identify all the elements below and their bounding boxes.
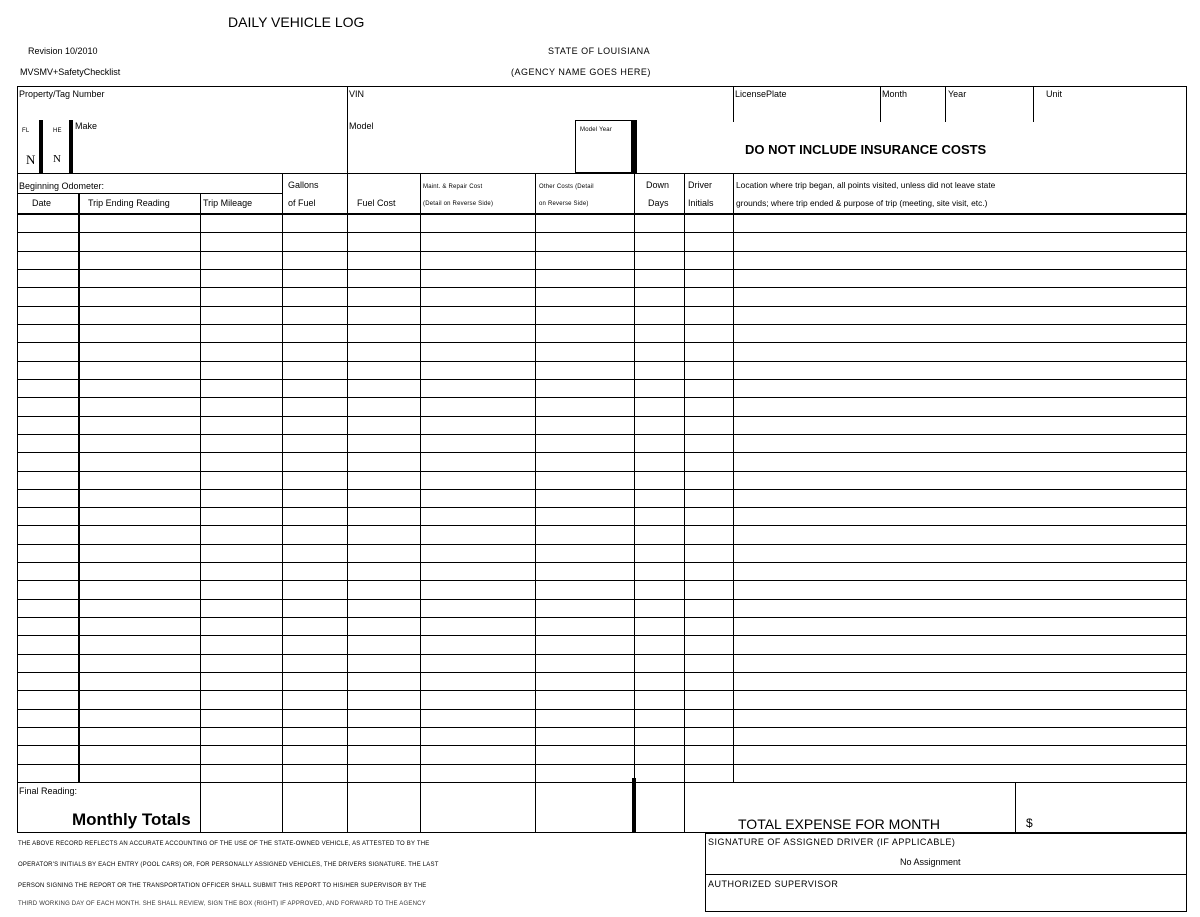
log-row-line: [17, 342, 1187, 343]
license-plate-label: LicensePlate: [735, 89, 787, 99]
log-row-line: [17, 306, 1187, 307]
log-row-line: [17, 617, 1187, 618]
log-row-line: [17, 251, 1187, 252]
vin-label: VIN: [349, 89, 365, 99]
he-label: HE: [53, 128, 62, 134]
maint-header-1: Maint. & Repair Cost: [423, 184, 483, 190]
trip-mileage-header: Trip Mileage: [203, 198, 253, 208]
log-row-line: [17, 416, 1187, 417]
log-row-line: [17, 324, 1187, 325]
month-label: Month: [882, 89, 908, 99]
log-row-line: [17, 232, 1187, 233]
log-row-line: [17, 489, 1187, 490]
beginning-odometer-label: Beginning Odometer:: [19, 181, 105, 191]
log-row-line: [17, 434, 1187, 435]
log-row-line: [17, 727, 1187, 728]
log-row-line: [17, 690, 1187, 691]
log-row-line: [17, 599, 1187, 600]
log-row-line: [17, 287, 1187, 288]
cert-line-1: THE ABOVE RECORD REFLECTS AN ACCURATE ACCOUNTING OF THE USE OF THE STATE-OWNED VEHICLE, AS ATTESTED TO BY THE: [18, 841, 430, 847]
cert-line-2: OPERATOR'S INITIALS BY EACH ENTRY (POOL CARS) OR, FOR PERSONALLY ASSIGNED VEHICLES, THE DRIVERS SIGNATURE. THE LAST: [18, 862, 439, 868]
form-title: DAILY VEHICLE LOG: [228, 14, 365, 30]
log-row-line: [17, 507, 1187, 508]
date-header: Date: [32, 198, 52, 208]
log-row-line: [17, 562, 1187, 563]
supervisor-label: AUTHORIZED SUPERVISOR: [708, 879, 839, 889]
gallons-header-2: of Fuel: [288, 198, 316, 208]
fl-label: FL: [22, 128, 30, 134]
fl-value[interactable]: N: [26, 152, 36, 167]
log-row-line: [17, 654, 1187, 655]
gallons-header-1: Gallons: [288, 180, 319, 190]
log-row-line: [17, 764, 1187, 765]
log-row-line: [17, 397, 1187, 398]
dollar-sign: $: [1026, 816, 1033, 830]
cert-line-4: THIRD WORKING DAY OF EACH MONTH. SHE SHALL REVIEW, SIGN THE BOX (RIGHT) IF APPROVED, AND FORWARD TO THE AGENCY: [18, 901, 426, 907]
final-reading-label: Final Reading:: [19, 786, 78, 796]
location-header-2: grounds; where trip ended & purpose of trip (meeting, site visit, etc.): [736, 198, 988, 208]
down-header-2: Days: [648, 198, 669, 208]
agency-name: (AGENCY NAME GOES HERE): [511, 67, 651, 77]
log-row-line: [17, 580, 1187, 581]
driver-header-2: Initials: [688, 198, 714, 208]
year-label: Year: [948, 89, 967, 99]
no-assignment-text: No Assignment: [900, 857, 961, 867]
log-grid[interactable]: [17, 214, 1187, 782]
log-row-line: [17, 544, 1187, 545]
other-header-1: Other Costs (Detail: [539, 184, 594, 190]
log-row-line: [17, 361, 1187, 362]
cert-line-3: PERSON SIGNING THE REPORT OR THE TRANSPORTATION OFFICER SHALL SUBMIT THIS REPORT TO HIS/HER SUPERVISOR BY THE: [18, 883, 427, 889]
down-header-1: Down: [646, 180, 670, 190]
total-expense-label: TOTAL EXPENSE FOR MONTH: [738, 816, 940, 832]
log-row-line: [17, 452, 1187, 453]
log-row-line: [17, 745, 1187, 746]
trip-ending-header: Trip Ending Reading: [88, 198, 170, 208]
he-value[interactable]: N: [53, 153, 61, 165]
make-label: Make: [75, 121, 98, 131]
log-row-line: [17, 672, 1187, 673]
model-year-label: Model Year: [580, 127, 613, 133]
location-header-1: Location where trip began, all points visited, unless did not leave state: [736, 180, 996, 190]
log-row-line: [17, 709, 1187, 710]
driver-header-1: Driver: [688, 180, 712, 190]
log-row-line: [17, 471, 1187, 472]
unit-label: Unit: [1046, 89, 1063, 99]
totals-box: [17, 782, 1187, 833]
log-row-line: [17, 379, 1187, 380]
checklist-text: MVSMV+SafetyChecklist: [20, 67, 121, 77]
other-header-2: on Reverse Side): [539, 201, 589, 207]
log-row-line: [17, 525, 1187, 526]
signature-label: SIGNATURE OF ASSIGNED DRIVER (IF APPLICABLE): [708, 837, 956, 847]
model-label: Model: [349, 121, 374, 131]
log-row-line: [17, 269, 1187, 270]
monthly-totals-label: Monthly Totals: [72, 810, 191, 829]
fuel-cost-header: Fuel Cost: [357, 198, 396, 208]
revision-text: Revision 10/2010: [28, 46, 98, 56]
state-name: STATE OF LOUISIANA: [548, 46, 651, 56]
maint-header-2: (Detail on Reverse Side): [423, 201, 494, 207]
log-row-line: [17, 635, 1187, 636]
property-tag-label: Property/Tag Number: [19, 89, 105, 99]
insurance-note: DO NOT INCLUDE INSURANCE COSTS: [745, 142, 987, 157]
